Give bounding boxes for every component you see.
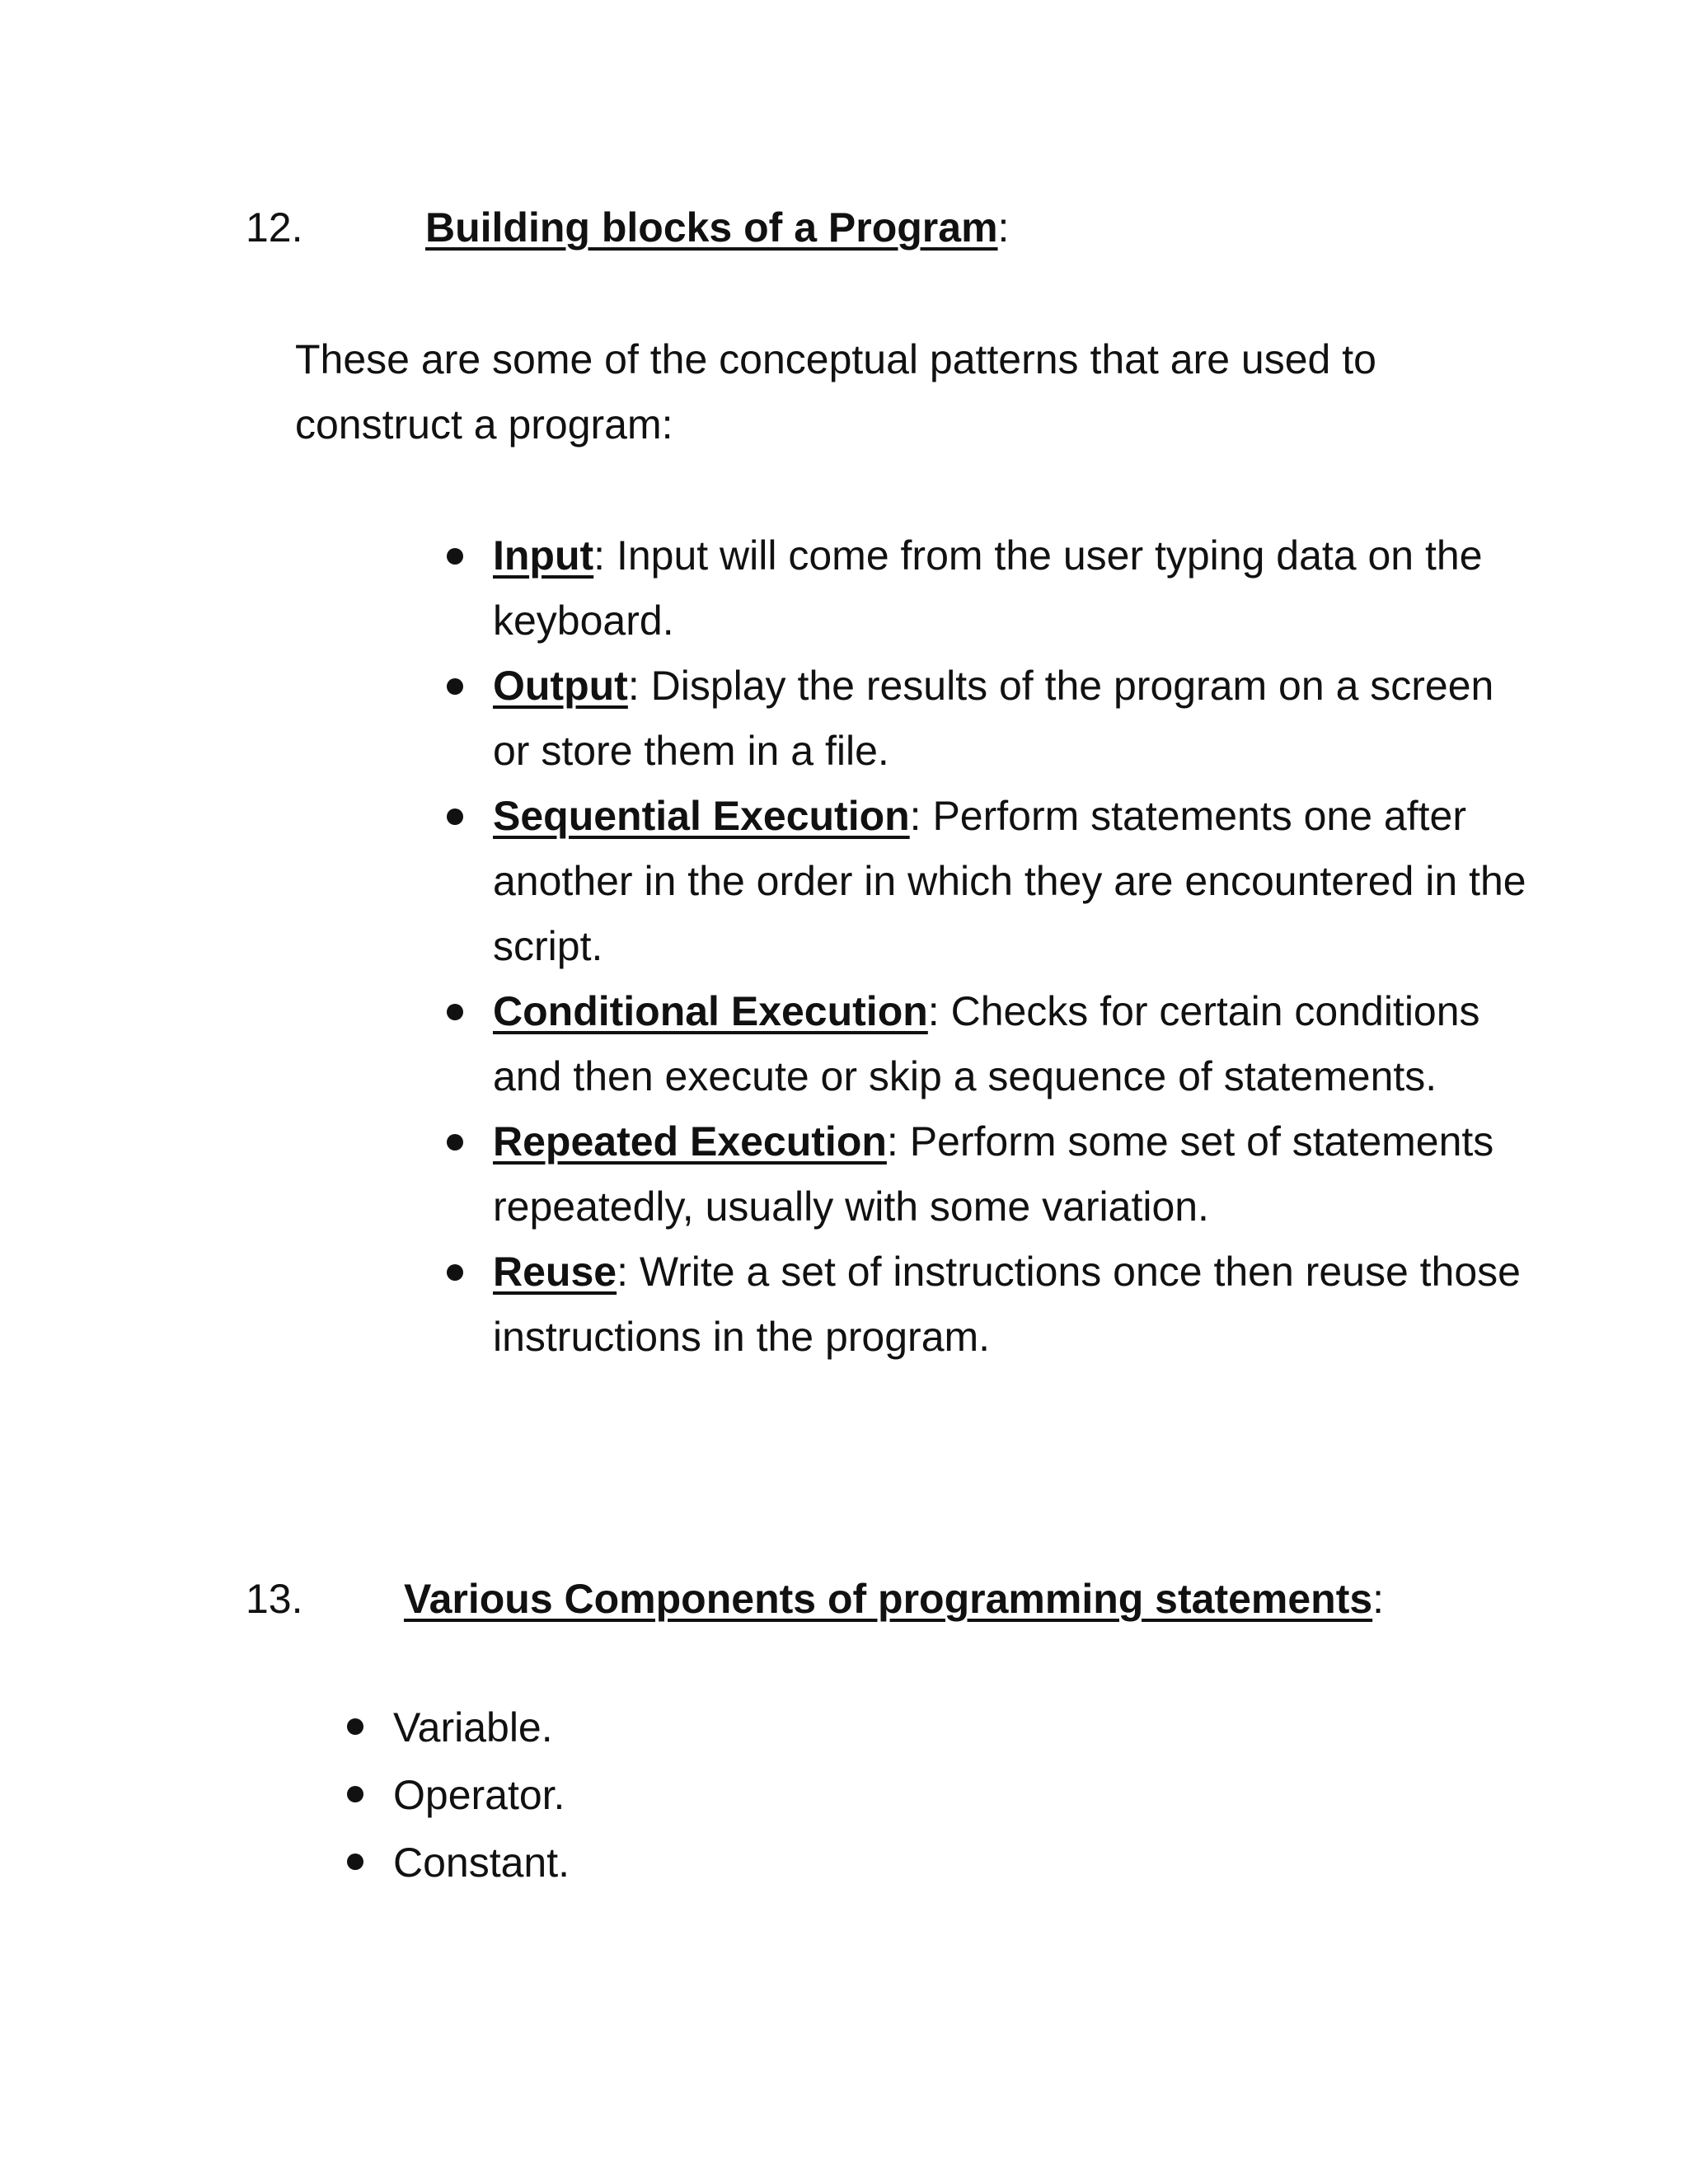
bullet-icon bbox=[447, 1004, 463, 1020]
desc-input: : Input will come from the user typing data on the keyboard. bbox=[493, 532, 1483, 644]
components-list bbox=[393, 1694, 570, 1896]
term-input: Input bbox=[493, 532, 594, 579]
component-variable: Variable. bbox=[393, 1704, 553, 1750]
desc-sequential-execution: : Perform statements one after another in the order in which they are encountered in the script. bbox=[493, 793, 1526, 969]
bullet-icon bbox=[347, 1718, 363, 1735]
list-item-input bbox=[493, 523, 1531, 654]
term-reuse: Reuse bbox=[493, 1249, 617, 1295]
list-item-output bbox=[493, 654, 1531, 784]
list-item-sequential-execution bbox=[493, 784, 1531, 979]
desc-reuse: : Write a set of instructions once then reuse those instructions in the program. bbox=[493, 1249, 1521, 1360]
term-sequential-execution: Sequential Execution bbox=[493, 793, 910, 839]
section-12-number: 12. bbox=[246, 204, 303, 251]
section-13-number: 13. bbox=[246, 1576, 303, 1622]
bullet-icon bbox=[447, 1264, 463, 1281]
bullet-icon bbox=[447, 548, 463, 565]
bullet-icon bbox=[447, 1134, 463, 1151]
desc-output: : Display the results of the program on a screen or store them in a file. bbox=[493, 663, 1494, 774]
component-constant: Constant. bbox=[393, 1840, 570, 1886]
list-item-conditional-execution bbox=[493, 979, 1531, 1109]
desc-conditional-execution: : Checks for certain conditions and then execute or skip a sequence of statements. bbox=[493, 988, 1480, 1099]
section-13-colon: : bbox=[1372, 1576, 1385, 1622]
bullet-icon bbox=[347, 1786, 363, 1802]
component-operator: Operator. bbox=[393, 1772, 565, 1818]
section-12-colon: : bbox=[997, 204, 1010, 251]
section-13-heading bbox=[246, 1574, 1482, 1624]
section-13-title-wrap bbox=[404, 1574, 1384, 1624]
section-12-title-wrap bbox=[425, 203, 1009, 252]
term-repeated-execution: Repeated Execution bbox=[493, 1118, 887, 1165]
section-12-title: Building blocks of a Program bbox=[425, 204, 998, 251]
bullet-icon bbox=[447, 808, 463, 825]
bullet-icon bbox=[447, 678, 463, 695]
section-12-intro: These are some of the conceptual patterns that are used to construct a program: bbox=[295, 336, 1376, 448]
section-13-title: Various Components of programming statements bbox=[404, 1576, 1373, 1622]
list-item-reuse bbox=[493, 1240, 1531, 1370]
section-12-heading bbox=[246, 203, 1235, 252]
building-blocks-list bbox=[493, 523, 1531, 1370]
desc-repeated-execution: : Perform some set of statements repeatedly, usually with some variation. bbox=[493, 1118, 1494, 1230]
bullet-icon bbox=[347, 1854, 363, 1870]
list-item-variable bbox=[393, 1694, 570, 1761]
list-item-constant bbox=[393, 1829, 570, 1896]
term-conditional-execution: Conditional Execution bbox=[493, 988, 928, 1034]
list-item-repeated-execution bbox=[493, 1109, 1531, 1240]
term-output: Output bbox=[493, 663, 628, 709]
list-item-operator bbox=[393, 1761, 570, 1829]
